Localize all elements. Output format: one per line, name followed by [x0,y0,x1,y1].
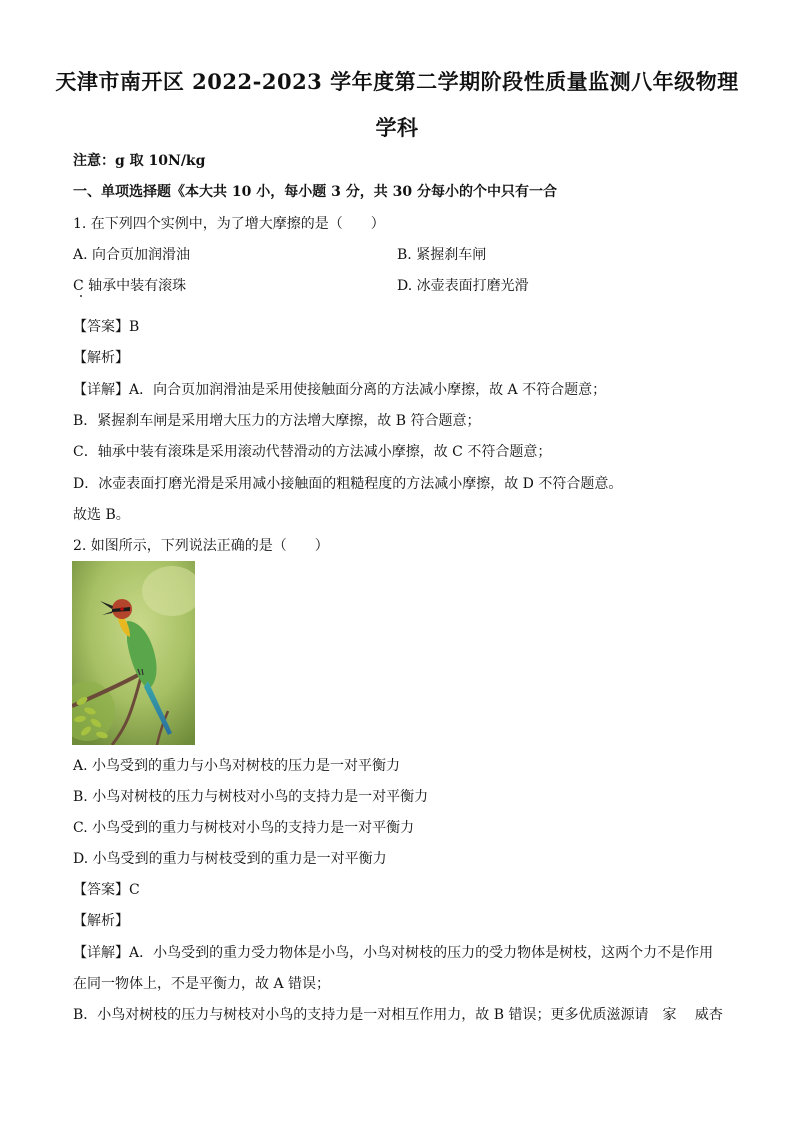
q2-detail-line: 【详解】A．小鸟受到的重力受力物体是小鸟，小鸟对树枝的压力的受力物体是树枝，这两个力不是作用 [73,945,714,961]
q1-option-b: B. 紧握刹车闸 [397,247,487,263]
q1-option-c: C 轴承中装有滚珠 [73,278,187,294]
stray-dot [80,295,82,297]
q1-conclusion: 故选 B。 [73,507,130,523]
q1-detail-line: D．冰壶表面打磨光滑是采用减小接触面的粗糙程度的方法减小摩擦，故 D 不符合题意。 [73,476,623,492]
q1-stem: 1. 在下列四个实例中，为了增大摩擦的是（ ） [73,216,385,232]
q1-option-d: D. 冰壶表面打磨光滑 [397,278,529,294]
q2-detail-line: 在同一物体上，不是平衡力，故 A 错误； [73,976,331,992]
section-heading: 一、单项选择题《本大共 10 小，每小题 3 分，共 30 分每小的个中只有一合 [73,184,557,200]
document-title-line1: 天津市南开区 2022-2023 学年度第二学期阶段性质量监测八年级物理 [55,69,739,94]
q1-option-a: A. 向合页加润滑油 [73,247,191,263]
q2-analysis-label: 【解析】 [73,913,129,929]
q1-detail-line: B．紧握刹车闸是采用增大压力的方法增大摩擦，故 B 符合题意； [73,413,481,429]
q1-analysis-label: 【解析】 [73,350,129,366]
bird-on-branch-image [72,561,195,745]
q2-detail-line: B．小鸟对树枝的压力与树枝对小鸟的支持力是一对相互作用力，故 B 错误；更多优质滋源请 家 威杏 [73,1007,723,1023]
q2-option-c: C. 小鸟受到的重力与树枝对小鸟的支持力是一对平衡力 [73,820,415,836]
q1-answer: 【答案】B [73,319,140,335]
q2-answer: 【答案】C [73,882,140,898]
q2-option-a: A. 小鸟受到的重力与小鸟对树枝的压力是一对平衡力 [73,758,401,774]
q2-option-b: B. 小鸟对树枝的压力与树枝对小鸟的支持力是一对平衡力 [73,789,429,805]
q1-detail-line: 【详解】A．向合页加润滑油是采用使接触面分离的方法减小摩擦，故 A 不符合题意； [73,382,607,398]
note-text: 注意：g 取 10N/kg [73,153,206,169]
q2-stem: 2. 如图所示，下列说法正确的是（ ） [73,538,329,554]
q2-option-d: D. 小鸟受到的重力与树枝受到的重力是一对平衡力 [73,851,387,867]
document-title-line2: 学科 [375,115,419,140]
q1-detail-line: C．轴承中装有滚珠是采用滚动代替滑动的方法减小摩擦，故 C 不符合题意； [73,444,552,460]
